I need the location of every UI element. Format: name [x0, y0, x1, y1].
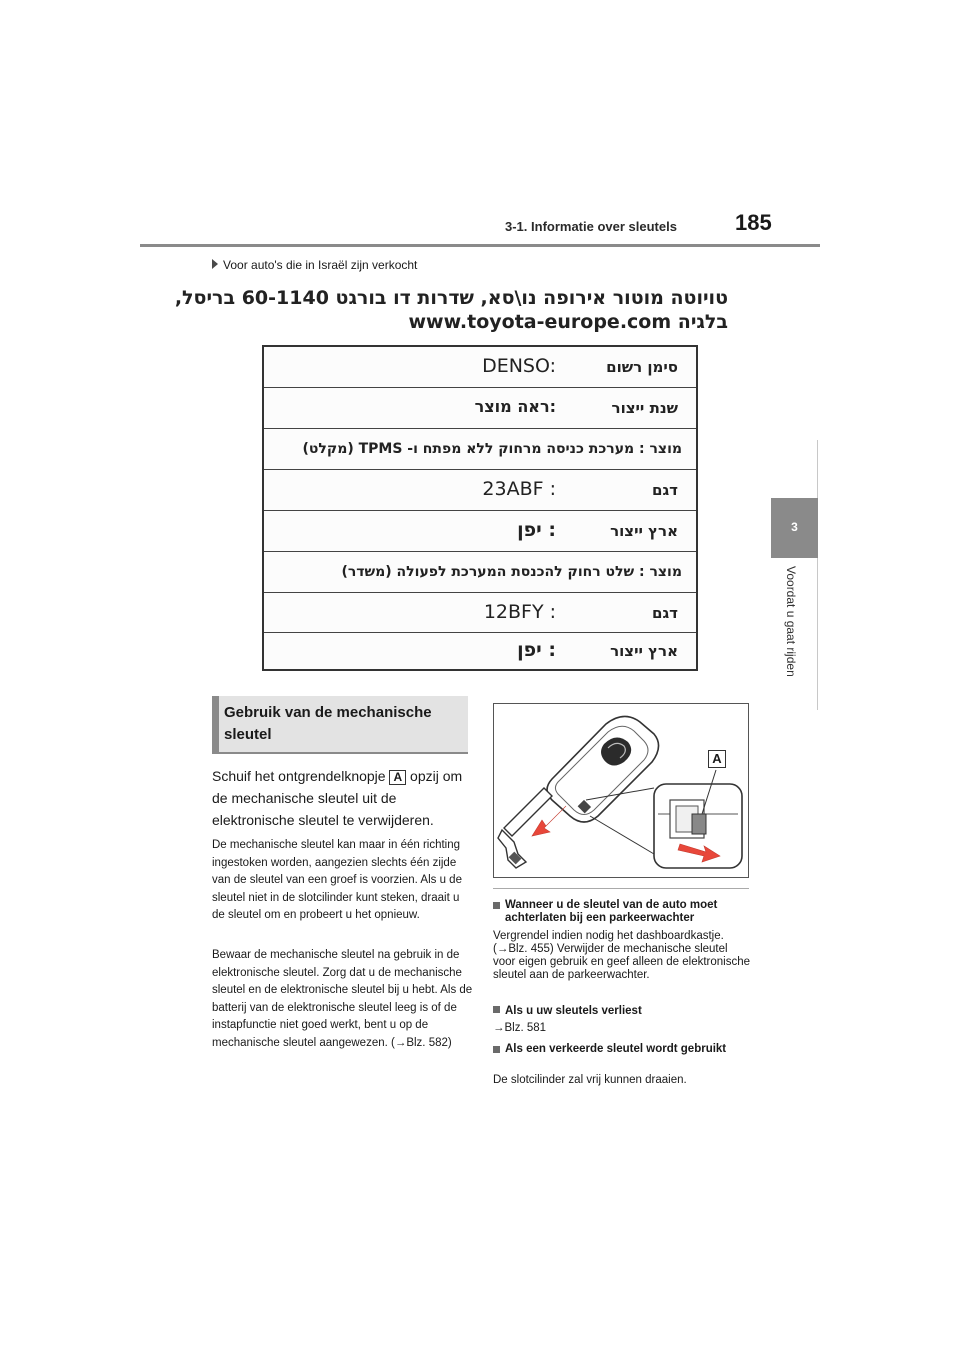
square-bullet-icon [493, 1006, 500, 1013]
body-paragraph: De mechanische sleutel kan maar in één richting ingestoken worden, aangezien slechts één zijde van de sleutel van een groef is voorzien. Als u de sleutel niet in de slotcilinder kunt steken, draait u de sleutel om en probeert u het opnieuw. [212, 839, 462, 921]
note-body: →Blz. 581 [493, 1022, 547, 1034]
chapter-tab-number: 3 [791, 520, 798, 534]
label-row-field: ארץ ייצור [610, 642, 678, 660]
intro-text: Voor auto's die in Israël zijn verkocht [223, 258, 418, 272]
label-row-value: 12BFY : [483, 601, 556, 623]
instruction-before: Schuif het ontgrendelknopje [212, 768, 386, 784]
label-row [264, 593, 696, 633]
note-heading-text: Als u uw sleutels verliest [505, 1005, 642, 1017]
label-row-field: שנת ייצור [611, 399, 678, 417]
label-row [264, 429, 696, 470]
hebrew-address-line-1: טויוטה מוטור אירופה נו\סא, שדרות דו בורגט 60-1140 בריסל, [174, 287, 728, 309]
section-title: 3-1. Informatie over sleutels [505, 219, 677, 234]
section-heading: Gebruik van de mechanische sleutel [224, 704, 432, 743]
label-row-value: DENSO: [482, 355, 556, 377]
chapter-tab-label-wrap [784, 566, 804, 706]
note-body: Vergrendel indien nodig het dashboardkastje. (→Blz. 455) Verwijder de mechanische sleutel voor eigen gebruik en geef alleen de elektronische sleutel aan de parkeerwachter. [493, 930, 751, 981]
page-number: 185 [735, 210, 772, 235]
label-row-full: מוצר : מערכת כניסה מרחוק ללא מפתח ו- TPMS (מקלט) [302, 441, 682, 457]
key-illustration [493, 703, 749, 878]
instruction-after: opzij om de mechanische sleutel uit de elektronische sleutel te verwijderen. [212, 768, 463, 828]
triangle-bullet-icon [212, 259, 218, 269]
label-row-field: סימן רשום [606, 358, 678, 376]
label-row-value: יפן : [517, 639, 556, 661]
section-heading-rule [212, 752, 468, 754]
square-bullet-icon [493, 1046, 500, 1053]
label-row-full: מוצר : שלט רחוק להכנסת המערכת לפעולה (משדר) [341, 564, 682, 580]
section-heading-bar [212, 696, 219, 752]
smart-key-drawing [494, 704, 748, 877]
label-row [264, 470, 696, 511]
header-divider [140, 244, 820, 247]
label-row-field: דגם [652, 604, 678, 622]
label-row-field: ארץ ייצור [610, 522, 678, 540]
body-paragraph: Bewaar de mechanische sleutel na gebruik in de elektronische sleutel. Zorg dat u de mechanische sleutel en de elektronische sleutel bij u hebt. Als de batterij van de elektronische sleutel leeg is of de instapfunctie niet goed werkt, bent u op de mechanische sleutel aangewezen. (→Blz. 582) [212, 949, 473, 1049]
label-row [264, 511, 696, 552]
label-row-value: 23ABF : [482, 478, 556, 500]
note-heading-text: Wanneer u de sleutel van de auto moet achterlaten bij een parkeerwachter [505, 899, 718, 924]
note-heading-text: Als een verkeerde sleutel wordt gebruikt [505, 1043, 727, 1055]
note-heading [493, 899, 749, 925]
side-rail [817, 440, 818, 710]
square-bullet-icon [493, 902, 500, 909]
notes-divider [493, 888, 749, 889]
callout-label-a: A [708, 750, 726, 768]
label-row [264, 347, 696, 388]
label-row-field: דגם [652, 481, 678, 499]
callout-tag-a: A [389, 770, 406, 785]
hebrew-address-line-2: בלגיה www.toyota-europe.com [408, 311, 728, 333]
label-row [264, 633, 696, 669]
note-body: De slotcilinder zal vrij kunnen draaien. [493, 1074, 687, 1086]
label-row [264, 388, 696, 429]
regulatory-label-table [262, 345, 698, 671]
note-heading [493, 1005, 749, 1018]
label-row-value: ראה מוצר: [474, 397, 556, 416]
instruction-text [212, 765, 472, 831]
label-row [264, 552, 696, 593]
note-heading [493, 1043, 749, 1056]
label-row-value: יפן : [517, 519, 556, 541]
intro-line [212, 258, 417, 272]
chapter-tab-label: Voordat u gaat rijden [784, 566, 798, 677]
